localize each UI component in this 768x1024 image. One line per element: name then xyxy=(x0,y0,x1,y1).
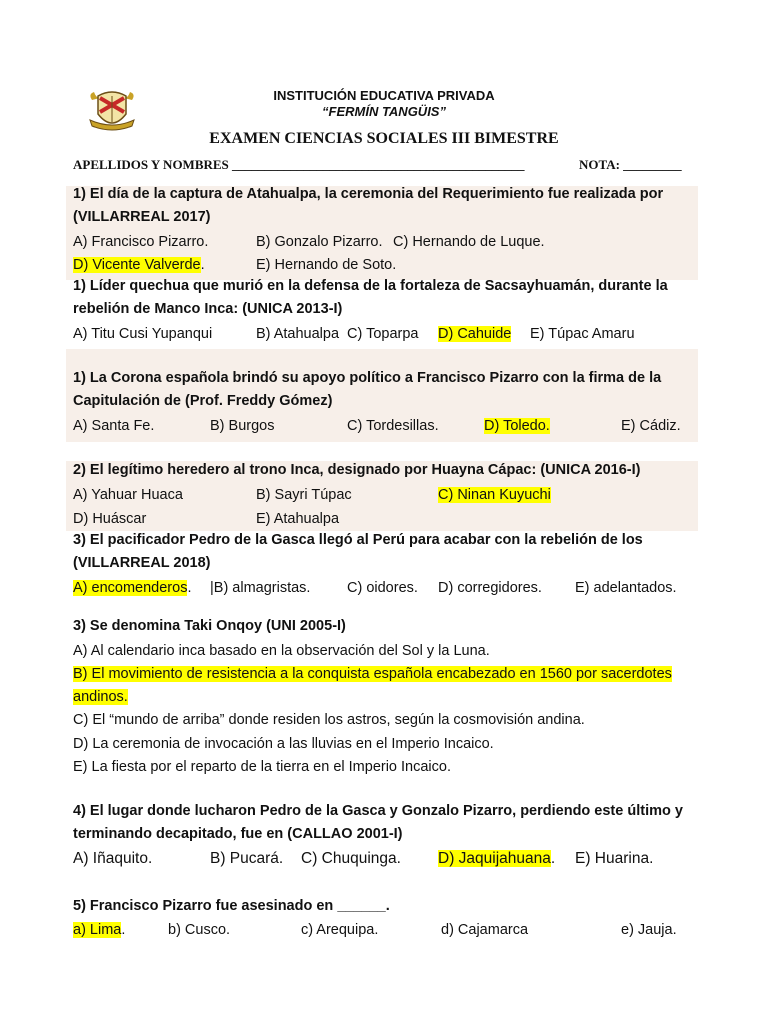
option-suffix: . xyxy=(550,850,556,867)
option-c-answer[interactable] xyxy=(438,486,551,504)
answer-highlight: B) El movimiento de resistencia a la conquista española encabezado en 1560 por sacerdotes xyxy=(73,666,672,682)
answer-highlight: D) Vicente Valverde xyxy=(73,257,201,273)
option-d[interactable]: D) corregidores. xyxy=(438,580,542,596)
option-b[interactable]: B) Pucará. xyxy=(210,850,284,867)
question-2-source: rebelión de Manco Inca: (UNICA 2013-I) xyxy=(73,301,343,317)
option-d[interactable]: d) Cajamarca xyxy=(441,922,529,938)
question-8-stem: 5) Francisco Pizarro fue asesinado en ______. xyxy=(73,898,390,914)
question-3-source: Capitulación de (Prof. Freddy Gómez) xyxy=(73,393,333,409)
option-suffix: . xyxy=(187,580,192,596)
option-b[interactable]: B) Sayri Túpac xyxy=(256,487,352,503)
option-suffix: . xyxy=(200,257,205,273)
option-b-answer[interactable] xyxy=(73,665,672,683)
option-d[interactable]: D) La ceremonia de invocación a las lluvias en el Imperio Incaico. xyxy=(73,736,494,752)
option-a-answer[interactable] xyxy=(73,921,125,939)
option-a[interactable]: A) Santa Fe. xyxy=(73,418,155,434)
option-a[interactable]: A) Yahuar Huaca xyxy=(73,487,183,503)
school-name: “FERMÍN TANGÜIS” xyxy=(322,104,446,119)
question-5-stem: 3) El pacificador Pedro de la Gasca llegó al Perú para acabar con la rebelión de los xyxy=(73,532,643,548)
option-suffix: . xyxy=(121,922,126,938)
answer-highlight: D) Cahuide xyxy=(438,326,512,342)
option-a[interactable]: A) Iñaquito. xyxy=(73,850,153,867)
option-e[interactable]: e) Jauja. xyxy=(621,922,677,938)
option-c[interactable]: c) Arequipa. xyxy=(301,922,379,938)
option-c[interactable]: C) oidores. xyxy=(347,580,418,596)
option-a[interactable]: A) Titu Cusi Yupanqui xyxy=(73,326,213,342)
option-d-answer[interactable] xyxy=(438,325,511,343)
option-d-answer[interactable] xyxy=(73,256,205,274)
exam-title: EXAMEN CIENCIAS SOCIALES III BIMESTRE xyxy=(209,130,559,147)
question-6-stem: 3) Se denomina Taki Onqoy (UNI 2005-I) xyxy=(73,618,346,634)
option-e[interactable]: E) Huarina. xyxy=(575,850,654,867)
option-e[interactable]: E) Cádiz. xyxy=(621,418,681,434)
answer-highlight: D) Jaquijahuana xyxy=(438,850,551,867)
option-c[interactable]: C) El “mundo de arriba” donde residen los astros, según la cosmovisión andina. xyxy=(73,712,585,728)
grade-field[interactable]: NOTA: _________ xyxy=(579,157,682,172)
institution-type: INSTITUCIÓN EDUCATIVA PRIVADA xyxy=(273,88,495,103)
option-e[interactable]: E) Atahualpa xyxy=(256,511,340,527)
option-b-answer-continued xyxy=(73,688,128,706)
student-name-field[interactable]: APELLIDOS Y NOMBRES _____________________________________________ xyxy=(73,157,525,172)
answer-highlight: a) Lima xyxy=(73,922,122,938)
option-c[interactable]: C) Tordesillas. xyxy=(347,418,439,434)
question-1-stem: 1) El día de la captura de Atahualpa, la ceremonia del Requerimiento fue realizada por xyxy=(73,186,664,202)
question-1-source: (VILLARREAL 2017) xyxy=(73,209,211,225)
option-a[interactable]: A) Francisco Pizarro. xyxy=(73,234,209,250)
option-a[interactable]: A) Al calendario inca basado en la observación del Sol y la Luna. xyxy=(73,643,490,659)
option-d-answer[interactable] xyxy=(484,417,550,435)
option-b[interactable]: B) Atahualpa xyxy=(256,326,340,342)
option-c[interactable]: C) Hernando de Luque. xyxy=(393,234,545,250)
question-3-stem: 1) La Corona española brindó su apoyo político a Francisco Pizarro con la firma de la xyxy=(73,370,662,386)
option-b[interactable]: b) Cusco. xyxy=(168,922,231,938)
answer-highlight: A) encomenderos xyxy=(73,580,188,596)
option-c[interactable]: C) Chuquinga. xyxy=(301,850,401,867)
question-4-stem: 2) El legítimo heredero al trono Inca, designado por Huayna Cápac: (UNICA 2016-I) xyxy=(73,462,641,478)
option-e[interactable]: E) adelantados. xyxy=(575,580,677,596)
question-5-source: (VILLARREAL 2018) xyxy=(73,555,211,571)
option-c[interactable]: C) Toparpa xyxy=(347,326,419,342)
option-d[interactable]: D) Huáscar xyxy=(73,511,147,527)
answer-highlight: C) Ninan Kuyuchi xyxy=(438,487,551,503)
question-2-stem: 1) Líder quechua que murió en la defensa de la fortaleza de Sacsayhuamán, durante la xyxy=(73,278,668,294)
option-a-answer[interactable] xyxy=(73,579,191,597)
option-b[interactable]: B) Gonzalo Pizarro. xyxy=(256,234,383,250)
question-7-source: terminando decapitado, fue en (CALLAO 2001-I) xyxy=(73,826,403,842)
option-e[interactable]: E) Túpac Amaru xyxy=(530,326,635,342)
option-e[interactable]: E) Hernando de Soto. xyxy=(256,257,397,273)
answer-highlight: D) Toledo. xyxy=(484,418,550,434)
option-d-answer[interactable] xyxy=(438,850,555,868)
question-7-stem: 4) El lugar donde lucharon Pedro de la Gasca y Gonzalo Pizarro, perdiendo este último y xyxy=(73,803,683,819)
option-b[interactable]: |B) almagristas. xyxy=(210,580,311,596)
answer-highlight: andinos. xyxy=(73,689,128,705)
option-e[interactable]: E) La fiesta por el reparto de la tierra en el Imperio Incaico. xyxy=(73,759,451,775)
option-b[interactable]: B) Burgos xyxy=(210,418,275,434)
